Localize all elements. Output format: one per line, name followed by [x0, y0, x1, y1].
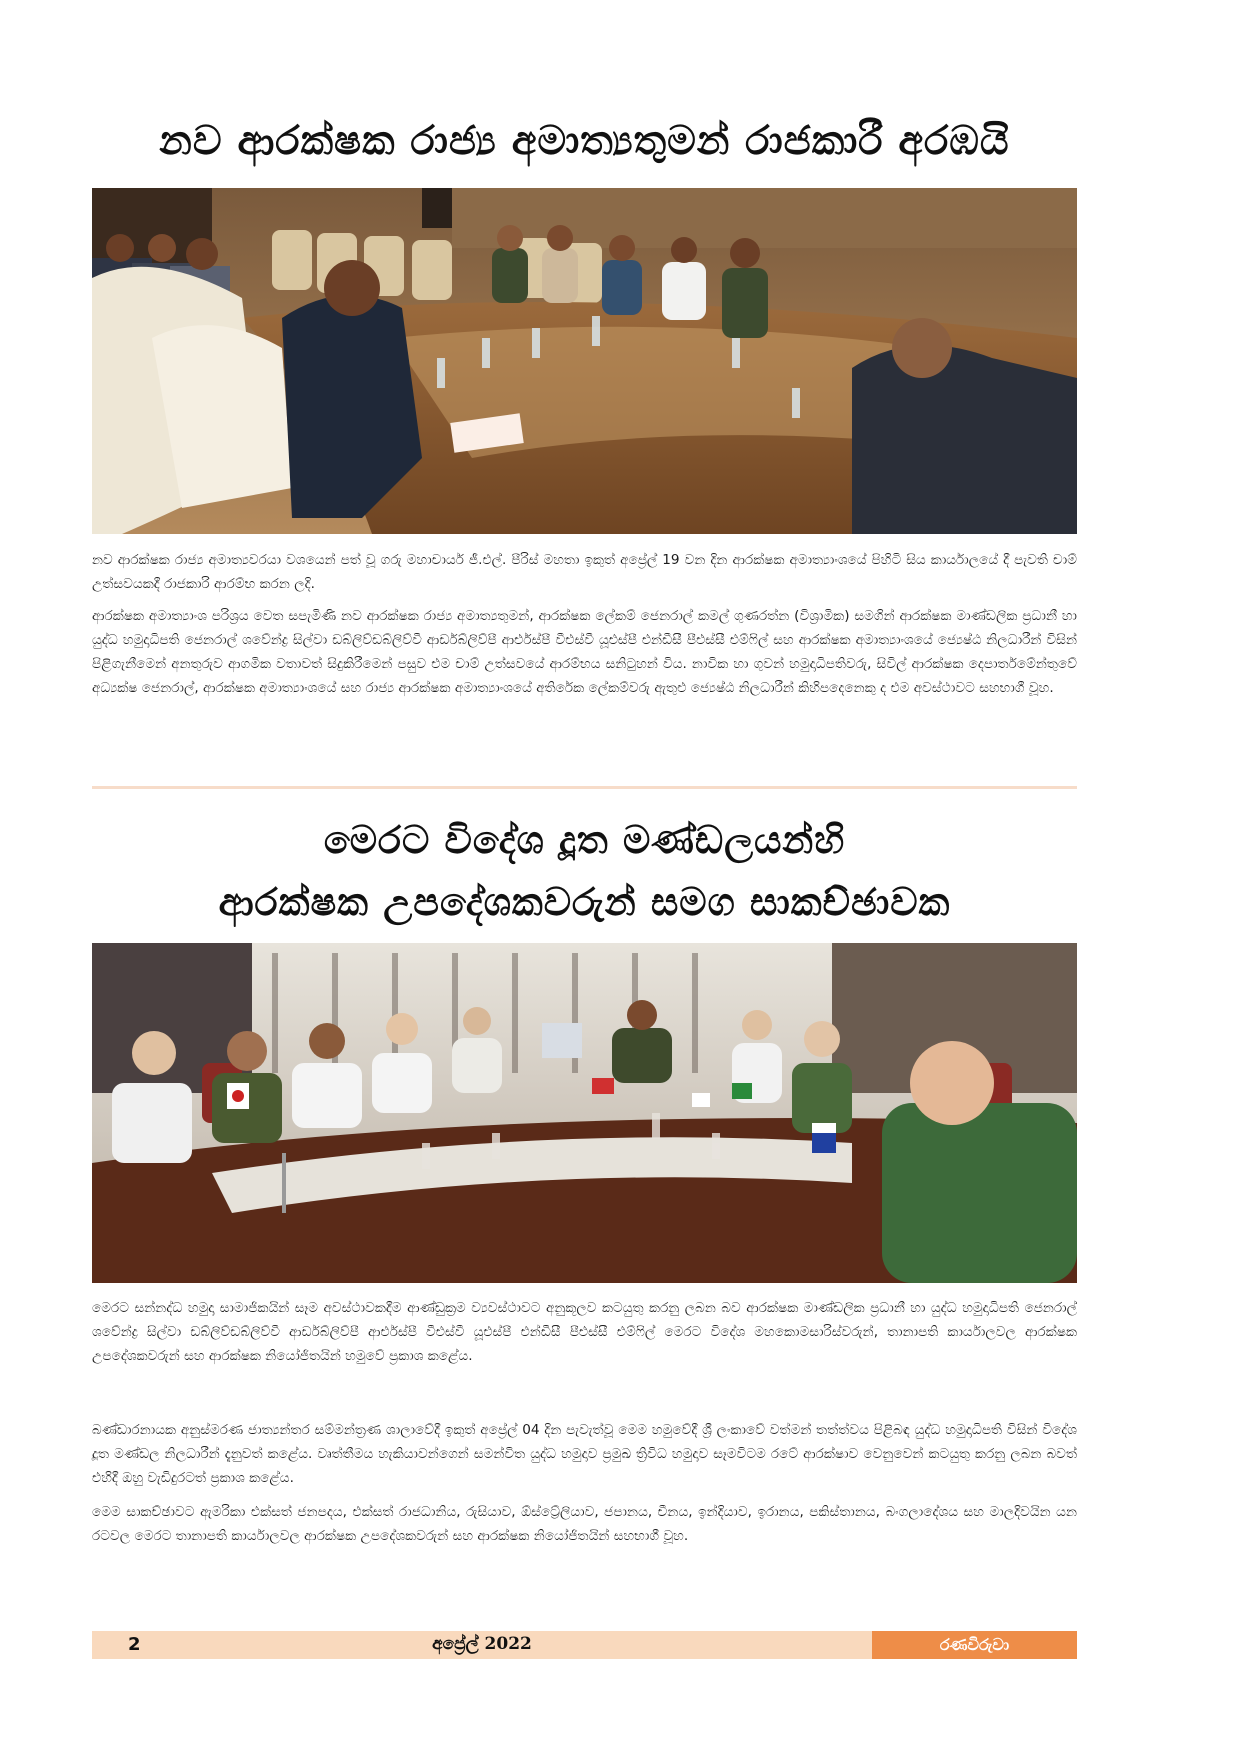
article1-paragraph-2: ආරක්ෂක අමාත්‍යාංශ පරිශ්‍රය වෙත සපැමිණි නව ආරක්ෂක රාජ්‍ය අමාත්‍යතුමන්, ආරක්ෂක ලේකම් ජෙනරාල් කමල් ගුණරත්න (විශ්‍රාමික) සමගින් ආරක්ෂක මාණ්ඩලික ප්‍රධානී හා යුද්ධ හමුදාධිපති ජෙනරාල් ශවේන්ද්‍ර සිල්වා ඩබ්ලිව්ඩබ්ලිව්වී ආර්ඩබ්ලිව්පී ආර්එස්පී වීඑස්වී යූඑස්පී එන්ඩීසී පීඑස්සී එම්ෆිල් සහ ආරක්ෂක අමාත්‍යාංශයේ ජ්‍යෙෂ්ඨ නිලධාරීන් විසින් පිළිගැනීමෙන් අනතුරුව ආගමික වතාවත් සිදුකිරීමෙන් පසුව එම චාම් උත්සවයේ ආරම්භය සනිටුහන් විය. නාවික හා ගුවන් හමුදාධිපතිවරු, සිවිල් ආරක්ෂක දෙපාර්තමේන්තුවේ අධ්‍යක්ෂ ජෙනරාල්, ආරක්ෂක අමාත්‍යාංශයේ සහ රාජ්‍ය ආරක්ෂක අමාත්‍යාංශයේ අතිරේක ලේකම්වරු ඇතුළු ජ්‍යෙෂ්ඨ නිලධාරීන් කිහිපදෙනෙකු ද එම අවස්ථාවට සහභාගී වූහ. [92, 608, 1077, 696]
article2-paragraph-1: මෙරට සන්නද්ධ හමුදා සාමාජිකයින් සෑම අවස්ථාවකදීම ආණ්ඩුක්‍රම ව්‍යවස්ථාවට අනුකූලව කටයුතු කරනු ලබන බව ආරක්ෂක මාණ්ඩලික ප්‍රධානී හා යුද්ධ හමුදාධිපති ජෙනරාල් ශවේන්ද්‍ර සිල්වා ඩබ්ලිව්ඩබ්ලිව්වී ආර්ඩබ්ලිව්පී ආර්එස්පී වීඑස්වී යූඑස්පී එන්ඩීසී පීඑස්සී එම්ෆිල් මෙරට විදේශ මහකොමසාරිස්වරුන්, තානාපති කාර්යාලවල ආරක්ෂක උපදේශකවරුන් සහ ආරක්ෂක නියෝජිතයින් හමුවේ ප්‍රකාශ කළේය. [92, 1300, 1077, 1364]
footer-right-band [872, 1631, 1077, 1659]
article1-paragraph-1: නව ආරක්ෂක රාජ්‍ය අමාත්‍යවරයා වශයෙන් පත් වූ ගරු මහාචාර්ය ජී.එල්. පීරිස් මහතා ඉකුත් අප්‍රේල් 19 වන දින ආරක්ෂක අමාත්‍යාංශයේ පිහිටි සිය කාර්යාලයේ දී පැවති චාම් උත්සවයකදී රාජකාරි ආරම්භ කරන ලදි. [92, 552, 1077, 592]
article1-headline: නව ආරක්ෂක රාජ්‍ය අමාත්‍යතුමන් රාජකාරී අරඹයි [159, 118, 1010, 164]
page-footer [92, 1631, 1077, 1659]
article2-paragraph-3: මෙම සාකච්ඡාවට ඇමරිකා එක්සත් ජනපදය, එක්සත් රාජධානිය, රුසියාව, ඕස්ට්‍රේලියාව, ජපානය, චීනය, ඉන්දියාව, ඉරානය, පකිස්තානය, බංගලාදේශය සහ මාලදිවයින යන රටවල මෙරට තානාපති කාර්යාලවල ආරක්ෂක උපදේශකවරුන් සහ ආරක්ෂක නියෝජිතයින් සහභාගී වූහ. [92, 1504, 1077, 1544]
page-number: 2 [128, 1634, 141, 1655]
article2-headline-line1: මෙරට විදේශ දූත මණ්ඩලයන්හි [323, 818, 846, 862]
magazine-name: රණවිරුවා [939, 1635, 1010, 1654]
issue-date: අප්‍රේල් 2022 [432, 1634, 532, 1654]
article1-photo [92, 188, 1077, 534]
article2-photo [92, 943, 1077, 1283]
article2-headline-line2: ආරක්ෂක උපදේශකවරුන් සමග සාකච්ඡාවක [218, 880, 951, 924]
article2-paragraph-2: බණ්ඩාරනායක අනුස්මරණ ජාත්‍යන්තර සම්මන්ත්‍රණ ශාලාවේදී ඉකුත් අප්‍රේල් 04 දින පැවැත්වූ මෙම හමුවේදී ශ්‍රී ලංකාවේ වත්මන් තත්ත්වය පිළිබඳ යුද්ධ හමුදාධිපති විසින් විදේශ දූත මණ්ඩල නිලධාරීන් දැනුවත් කළේය. වෘත්තීමය හැකියාවන්ගෙන් සමන්විත යුද්ධ හමුදාව ප්‍රමුඛ ත්‍රිවිධ හමුදාව සෑමවිටම රටේ ආරක්ෂාව වෙනුවෙන් කටයුතු කරනු ලබන බවත් එහිදී ඔහු වැඩිදුරටත් ප්‍රකාශ කළේය. [92, 1422, 1077, 1486]
footer-left-band [92, 1631, 872, 1659]
section-divider [92, 786, 1077, 789]
